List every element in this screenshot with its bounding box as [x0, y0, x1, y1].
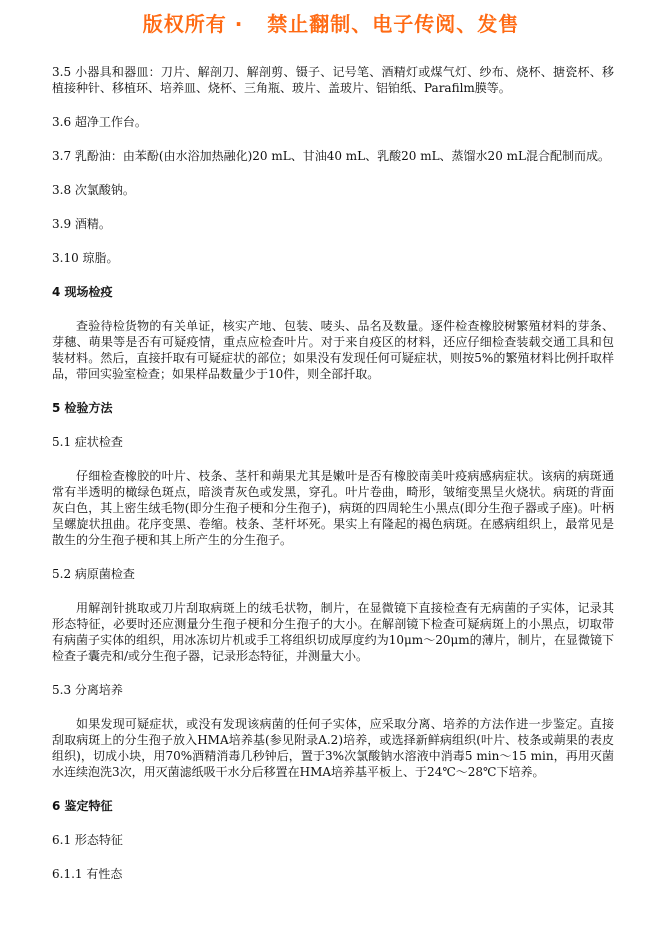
paragraph-5-2: 用解剖针挑取或刀片刮取病斑上的绒毛状物，制片，在显微镜下直接检查有无病菌的子实体，记录其形态特征，必要时还应测量分生孢子梗和分生孢子的大小。在解剖镜下检查可疑病斑上的小黑点，切取带有病菌子实体的组织，用冰冻切片机或手工将组织切成厚度约为10μm～20μm的薄片，制片，在显微镜下检查子囊壳和/或分生孢子器，记录形态特征，并测量大小。	[52, 601, 614, 663]
item-3-6: 3.6 超净工作台。	[52, 115, 147, 129]
subheading-5-1: 5.1 症状检查	[52, 435, 123, 449]
heading-5: 5 检验方法	[52, 401, 113, 415]
subheading-5-2: 5.2 病原菌检查	[52, 567, 135, 581]
paragraph-5-1: 仔细检查橡胶的叶片、枝条、茎杆和蒴果尤其是嫩叶是否有橡胶南美叶疫病感病症状。该病的病斑通常有半透明的橄绿色斑点，暗淡青灰色或发黑，穿孔。叶片卷曲，畸形，皱缩变黑呈火烧状。病斑的背面灰白色，其上密生绒毛物(即分生孢子梗和分生孢子)，病斑的四周轮生小黑点(即分生孢子器或子座)。叶柄呈螺旋状扭曲。花序变黑、卷缩。枝条、茎杆坏死。果实上有隆起的褐色病斑。在感病组织上，最常见是散生的分生孢子梗和其上所产生的分生孢子。	[52, 469, 614, 547]
copyright-watermark: 版权所有 · 禁止翻制、电子传阅、发售	[142, 12, 520, 36]
item-3-5: 3.5 小器具和器皿：刀片、解剖刀、解剖剪、镊子、记号笔、酒精灯或煤气灯、纱布、烧杯、搪瓷杯、移植接种针、移植环、培养皿、烧杯、三角瓶、玻片、盖玻片、铝铂纸、Parafilm膜等。	[52, 65, 614, 95]
subheading-6-1: 6.1 形态特征	[52, 833, 123, 847]
paragraph-4: 查验待检货物的有关单证，核实产地、包装、唛头、品名及数量。逐件检查橡胶树繁殖材料的芽条、芽穗、萌果等是否有可疑疫情，重点应检查叶片。对于来自疫区的材料，还应仔细检查装载交通工具和包装材料。然后，直接扦取有可疑症状的部位；如果没有发现任何可疑症状，则按5%的繁殖材料比例扦取样品，带回实验室检查；如果样品数量少于10件，则全部扦取。	[52, 319, 614, 381]
subheading-6-1-1: 6.1.1 有性态	[52, 867, 123, 881]
item-3-10: 3.10 琼脂。	[52, 251, 119, 265]
paragraph-5-3: 如果发现可疑症状，或没有发现该病菌的任何子实体，应采取分离、培养的方法作进一步鉴定。直接刮取病斑上的分生孢子放入HMA培养基(参见附录A.2)培养，或选择新鲜病组织(叶片、枝条或蒴果的表皮组织)，切成小块，用70%酒精消毒几秒钟后，置于3%次氯酸钠水溶液中消毒5 min～15 min，再用灭菌水连续泡洗3次，用灭菌滤纸吸干水分后移置在HMA培养基平板上、于24℃～28℃下培养。	[52, 717, 614, 779]
subheading-5-3: 5.3 分离培养	[52, 683, 123, 697]
item-3-9: 3.9 酒精。	[52, 217, 111, 231]
item-3-7: 3.7 乳酚油：由苯酚(由水浴加热融化)20 mL、甘油40 mL、乳酸20 mL、蒸馏水20 mL混合配制而成。	[52, 149, 610, 163]
document-body	[52, 64, 614, 882]
item-3-8: 3.8 次氯酸钠。	[52, 183, 135, 197]
heading-6: 6 鉴定特征	[52, 799, 113, 813]
heading-4: 4 现场检疫	[52, 285, 113, 299]
